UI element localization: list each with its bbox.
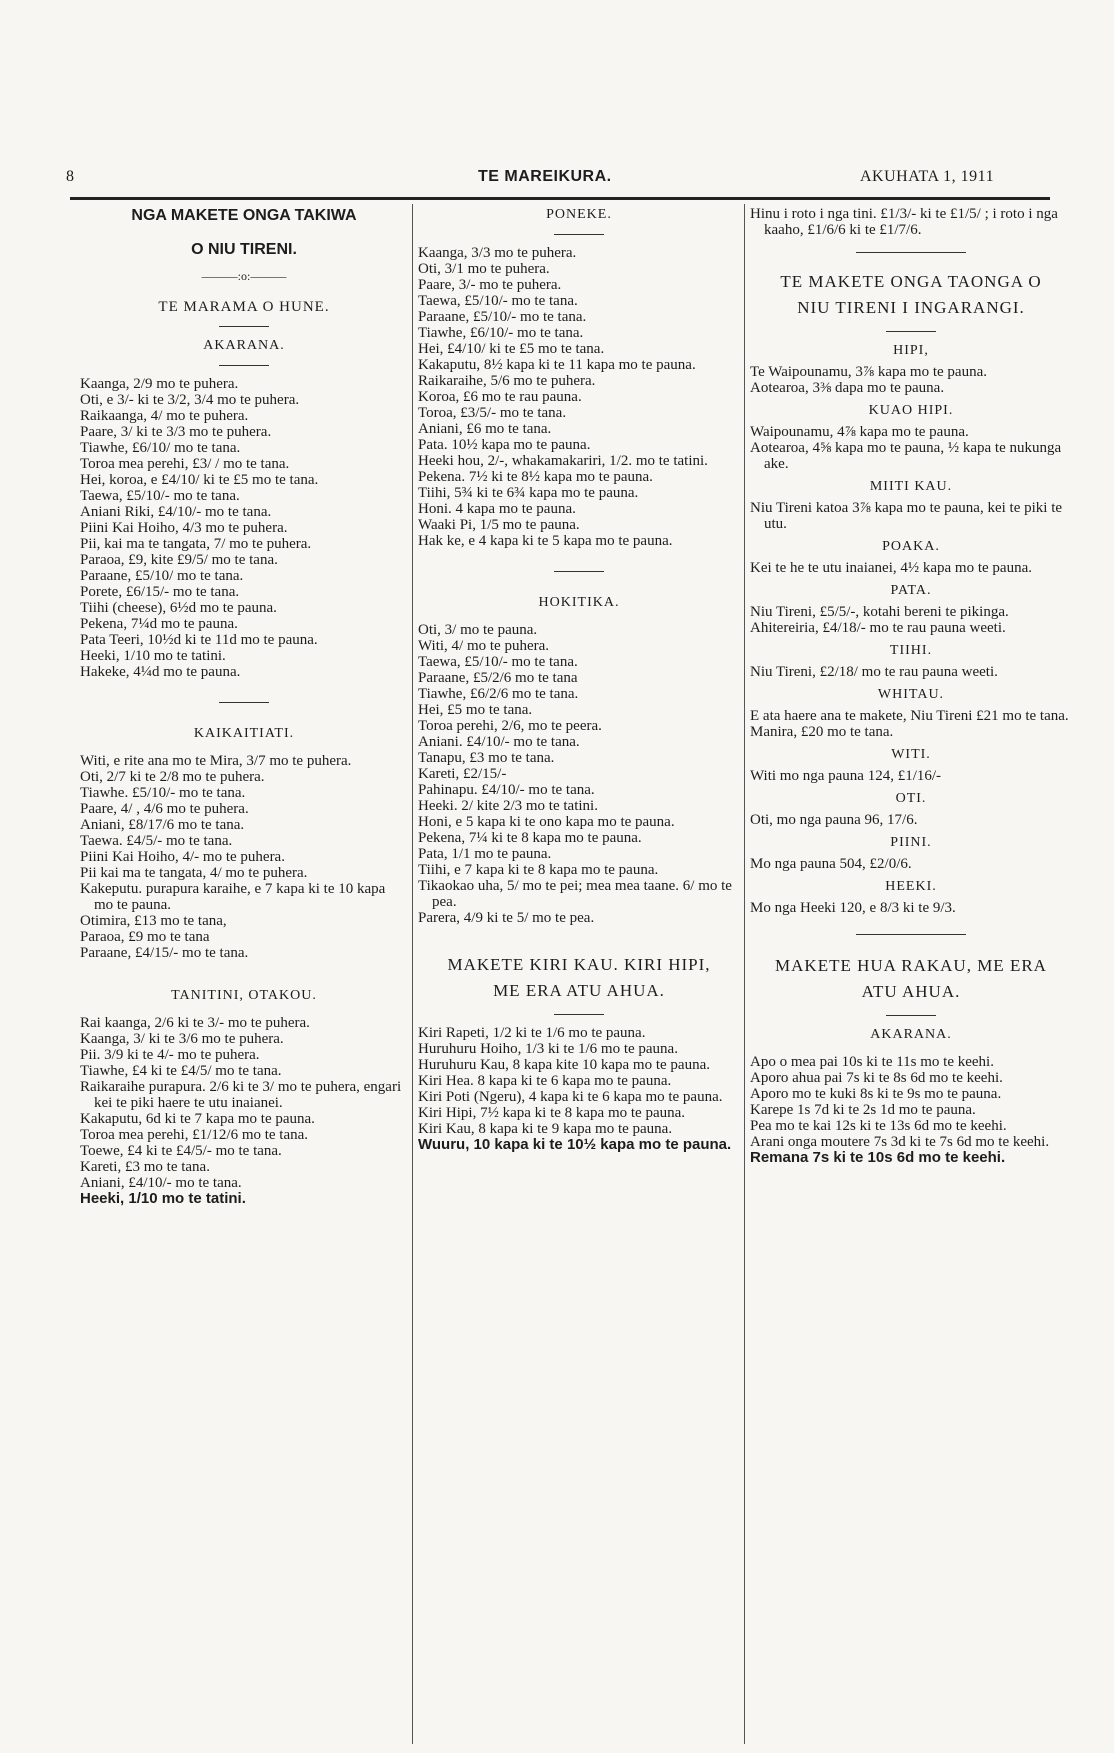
list-item: Waipounamu, 4⅞ kapa mo te pauna. [750,424,969,440]
list-item: Heeki. 2/ kite 2/3 mo te tatini. [418,798,598,814]
list-item: Hinu i roto i nga tini. £1/3/- ki te £1/5/ ; i roto i nga kaaho, £1/6/6 ki te £1/7/6. [750,206,1058,238]
list-item: Aporo mo te kuki 8s ki te 9s mo te pauna. [750,1086,1002,1102]
subsection-title: WITI. [891,747,931,762]
list-item: Karepe 1s 7d ki te 2s 1d mo te pauna. [750,1102,976,1118]
section-title-hua: MAKETE HUA RAKAU, ME ERA [775,956,1047,975]
list-item: Piini Kai Hoiho, 4/- mo te puhera. [80,849,285,865]
list-item: Kiri Poti (Ngeru), 4 kapa ki te 6 kapa mo te pauna. [418,1089,723,1105]
list-item: Toroa mea perehi, £3/ / mo te tana. [80,456,290,472]
hokitika-list [418,622,740,926]
ornament: ———:o:——— [201,269,287,283]
list-item: Honi, e 5 kapa ki te ono kapa mo te pauna. [418,814,675,830]
list-item: Aotearoa, 3⅜ dapa mo te pauna. [750,380,945,396]
otakou-list [80,1015,408,1191]
divider [219,326,269,327]
section-title-poneke: PONEKE. [546,207,612,222]
list-item: Toroa perehi, 2/6, mo te peera. [418,718,602,734]
subsection-title: KUAO HIPI. [868,403,954,418]
list-item: Otimira, £13 mo te tana, [80,913,227,929]
list-item: Paare, 4/ , 4/6 mo te puhera. [80,801,249,817]
list-item: Hei, £5 mo te tana. [418,702,533,718]
list-item: Pekena, 7¼ ki te 8 kapa mo te pauna. [418,830,642,846]
list-item: Kakeputu. purapura karaihe, e 7 kapa ki te 10 kapa mo te pauna. [80,881,386,913]
list-item: Witi mo nga pauna 124, £1/16/- [750,768,942,784]
subsection-title: WHITAU. [877,687,945,702]
subsection-title: HIPI, [893,343,929,358]
list-item: Pahinapu. £4/10/- mo te tana. [418,782,595,798]
list-item: Hei, £4/10/ ki te £5 mo te tana. [418,341,605,357]
list-item: Ahitereiria, £4/18/- mo te rau pauna weeti. [750,620,1006,636]
list-item: Huruhuru Hoiho, 1/3 ki te 1/6 mo te pauna. [418,1041,678,1057]
hua-list [750,1054,1072,1150]
list-item: Mo nga pauna 504, £2/0/6. [750,856,912,872]
list-item: Toroa, £3/5/- mo te tana. [418,405,567,421]
section-title-hokitika: HOKITIKA. [538,595,620,610]
list-item: Oti, 3/1 mo te puhera. [418,261,550,277]
list-item: Apo o mea pai 10s ki te 11s mo te keehi. [750,1054,994,1070]
subsection-title: POAKA. [882,539,940,554]
list-item: Paare, 3/ ki te 3/3 mo te puhera. [80,424,272,440]
list-item: Tiihi, 5¾ ki te 6¾ kapa mo te pauna. [418,485,639,501]
list-item: Aniani, £8/17/6 mo te tana. [80,817,245,833]
list-item: Aniani. £4/10/- mo te tana. [418,734,580,750]
list-item: Taewa, £5/10/- mo te tana. [80,488,240,504]
list-item: Koroa, £6 mo te rau pauna. [418,389,582,405]
list-item: Te Waipounamu, 3⅞ kapa mo te pauna. [750,364,987,380]
list-item: Arani onga moutere 7s 3d ki te 7s 6d mo te keehi. [750,1134,1050,1150]
issue-date: AKUHATA 1, 1911 [860,168,995,185]
taonga-list [750,342,1072,916]
list-item: Kiri Hipi, 7½ kapa ki te 8 kapa mo te pauna. [418,1105,686,1121]
kaikaitiati-list [80,753,408,961]
list-item: Aporo ahua pai 7s ki te 8s 6d mo te keehi. [750,1070,1003,1086]
list-item: Raikaanga, 4/ mo te puhera. [80,408,249,424]
section-title-kiri-2: ME ERA ATU AHUA. [493,981,665,1000]
column-3 [750,206,1072,1166]
list-item: Kaanga, 3/3 mo te puhera. [418,245,577,261]
list-item: Piini Kai Hoiho, 4/3 mo te puhera. [80,520,288,536]
list-item: Pata. 10½ kapa mo te pauna. [418,437,591,453]
list-item: Paraane, £5/2/6 mo te tana [418,670,578,686]
list-item: Kareti, £3 mo te tana. [80,1159,210,1175]
list-item: Pekena, 7¼d mo te pauna. [80,616,238,632]
section-title-akarana: AKARANA. [203,338,285,353]
list-item: Hakeke, 4¼d mo te pauna. [80,664,241,680]
column-2 [418,206,740,1153]
list-item: Kareti, £2/15/- [418,766,507,782]
list-item: Waaki Pi, 1/5 mo te pauna. [418,517,580,533]
list-item: Witi, 4/ mo te puhera. [418,638,550,654]
column-divider [744,204,745,1744]
list-item: Pii, kai ma te tangata, 7/ mo te puhera. [80,536,312,552]
list-item: Oti, 2/7 ki te 2/8 mo te puhera. [80,769,265,785]
column-1 [80,206,408,1207]
list-item: Niu Tireni katoa 3⅞ kapa mo te pauna, kei te piki te utu. [750,500,1063,532]
list-item: Remana 7s ki te 10s 6d mo te keehi. [750,1149,1006,1166]
list-item: Heeki hou, 2/-, whakamakariri, 1/2. mo te tatini. [418,453,708,469]
top-lines [750,206,1072,238]
list-item: Hak ke, e 4 kapa ki te 5 kapa mo te pauna. [418,533,673,549]
page-header [0,168,1114,194]
list-item: Pii kai ma te tangata, 4/ mo te puhera. [80,865,308,881]
list-item: Oti, 3/ mo te pauna. [418,622,538,638]
list-item: Pata Teeri, 10½d ki te 11d mo te pauna. [80,632,318,648]
list-item: Taewa, £5/10/- mo te tana. [418,654,578,670]
section-title-hua-2: ATU AHUA. [861,982,961,1001]
list-item: Raikaraihe, 5/6 mo te puhera. [418,373,596,389]
akarana-list [80,376,408,680]
list-item: Rai kaanga, 2/6 ki te 3/- mo te puhera. [80,1015,310,1031]
list-item: Kiri Rapeti, 1/2 ki te 1/6 mo te pauna. [418,1025,646,1041]
subsection-title: PATA. [890,583,932,598]
list-item: Tikaokao uha, 5/ mo te pei; mea mea taane. 6/ mo te pea. [418,878,732,910]
list-item: Kakaputu, 8½ kapa ki te 11 kapa mo te pauna. [418,357,696,373]
list-item: Paraoa, £9 mo te tana [80,929,210,945]
list-item: Heeki, 1/10 mo te tatini. [80,1190,246,1207]
divider [554,571,604,572]
subsection-title: OTI. [895,791,927,806]
kiri-list [418,1025,740,1137]
paper-title: TE MAREIKURA. [478,168,612,185]
subsection-title: MIITI KAU. [869,479,953,494]
list-item: Parera, 4/9 ki te 5/ mo te pea. [418,910,595,926]
list-item: Mo nga Heeki 120, e 8/3 ki te 9/3. [750,900,956,916]
list-item: Porete, £6/15/- mo te tana. [80,584,240,600]
main-subheading: O NIU TIRENI. [191,241,297,258]
list-item: Tiawhe, £6/10/- mo te tana. [418,325,584,341]
list-item: Oti, e 3/- ki te 3/2, 3/4 mo te puhera. [80,392,300,408]
list-item: Tiawhe. £5/10/- mo te tana. [80,785,246,801]
list-item: Honi. 4 kapa mo te pauna. [418,501,576,517]
list-item: Tiihi, e 7 kapa ki te 8 kapa mo te pauna. [418,862,659,878]
list-item: Paraane, £5/10/ mo te tana. [80,568,244,584]
list-item: Kakaputu, 6d ki te 7 kapa mo te pauna. [80,1111,315,1127]
poneke-list [418,245,740,549]
page-number: 8 [66,168,74,185]
list-item: Raikaraihe purapura. 2/6 ki te 3/ mo te puhera, engari kei te piki haere te utu inaianei. [80,1079,402,1111]
section-title-hua-akarana: AKARANA. [870,1027,952,1042]
list-item: Oti, mo nga pauna 96, 17/6. [750,812,918,828]
list-item: Paraane, £4/15/- mo te tana. [80,945,249,961]
list-item: Tanapu, £3 mo te tana. [418,750,555,766]
list-item: Toewe, £4 ki te £4/5/- mo te tana. [80,1143,282,1159]
column-divider [412,204,413,1744]
list-item: Kei te he te utu inaianei, 4½ kapa mo te pauna. [750,560,1032,576]
subsection-title: TIIHI. [889,643,933,658]
list-item: Aniani, £4/10/- mo te tana. [80,1175,242,1191]
list-item: Niu Tireni, £5/5/-, kotahi bereni te pikinga. [750,604,1009,620]
divider [856,252,966,253]
divider [219,702,269,703]
subsection-title: HEEKI. [885,879,937,894]
list-item: Pea mo te kai 12s ki te 13s 6d mo te keehi. [750,1118,1007,1134]
list-item: Aniani Riki, £4/10/- mo te tana. [80,504,272,520]
list-item: Manira, £20 mo te tana. [750,724,894,740]
list-item: Kaanga, 3/ ki te 3/6 mo te puhera. [80,1031,284,1047]
list-item: Kiri Kau, 8 kapa ki te 9 kapa mo te pauna. [418,1121,673,1137]
divider [554,234,604,235]
list-item: Hei, koroa, e £4/10/ ki te £5 mo te tana. [80,472,319,488]
list-item: Tiihi (cheese), 6½d mo te pauna. [80,600,277,616]
section-title-taonga: TE MAKETE ONGA TAONGA O [780,272,1042,291]
section-title-otakou: TANITINI, OTAKOU. [171,988,317,1003]
section-title-kiri: MAKETE KIRI KAU. KIRI HIPI, [447,955,711,974]
list-item: Aniani, £6 mo te tana. [418,421,552,437]
list-item: Aotearoa, 4⅝ kapa mo te pauna, ½ kapa te nukunga ake. [750,440,1062,472]
list-item: Paraoa, £9, kite £9/5/ mo te tana. [80,552,278,568]
divider [886,331,936,332]
list-item: Heeki, 1/10 mo te tatini. [80,648,226,664]
subsection-title: PIINI. [890,835,932,850]
main-heading: NGA MAKETE ONGA TAKIWA [131,207,357,224]
list-item: Pekena. 7½ ki te 8½ kapa mo te pauna. [418,469,653,485]
list-item: Toroa mea perehi, £1/12/6 mo te tana. [80,1127,309,1143]
list-item: Witi, e rite ana mo te Mira, 3/7 mo te puhera. [80,753,352,769]
list-item: Wuuru, 10 kapa ki te 10½ kapa mo te pauna. [418,1136,732,1153]
list-item: Tiawhe, £4 ki te £4/5/ mo te tana. [80,1063,282,1079]
list-item: Pata, 1/1 mo te pauna. [418,846,552,862]
list-item: Taewa. £4/5/- mo te tana. [80,833,233,849]
divider [219,365,269,366]
divider [856,934,966,935]
divider [554,1014,604,1015]
header-rule [70,197,1050,200]
list-item: Taewa, £5/10/- mo te tana. [418,293,578,309]
section-title-taonga-2: NIU TIRENI I INGARANGI. [797,298,1025,317]
list-item: Niu Tireni, £2/18/ mo te rau pauna weeti. [750,664,998,680]
list-item: E ata haere ana te makete, Niu Tireni £21 mo te tana. [750,708,1069,724]
list-item: Kaanga, 2/9 mo te puhera. [80,376,239,392]
list-item: Paare, 3/- mo te puhera. [418,277,562,293]
section-title-kaikaitiati: KAIKAITIATI. [193,726,295,741]
list-item: Pii. 3/9 ki te 4/- mo te puhera. [80,1047,260,1063]
list-item: Tiawhe, £6/2/6 mo te tana. [418,686,579,702]
list-item: Tiawhe, £6/10/ mo te tana. [80,440,241,456]
list-item: Paraane, £5/10/- mo te tana. [418,309,587,325]
month-heading: TE MARAMA O HUNE. [158,299,330,315]
divider [886,1015,936,1016]
list-item: Huruhuru Kau, 8 kapa kite 10 kapa mo te pauna. [418,1057,710,1073]
list-item: Kiri Hea. 8 kapa ki te 6 kapa mo te pauna. [418,1073,672,1089]
